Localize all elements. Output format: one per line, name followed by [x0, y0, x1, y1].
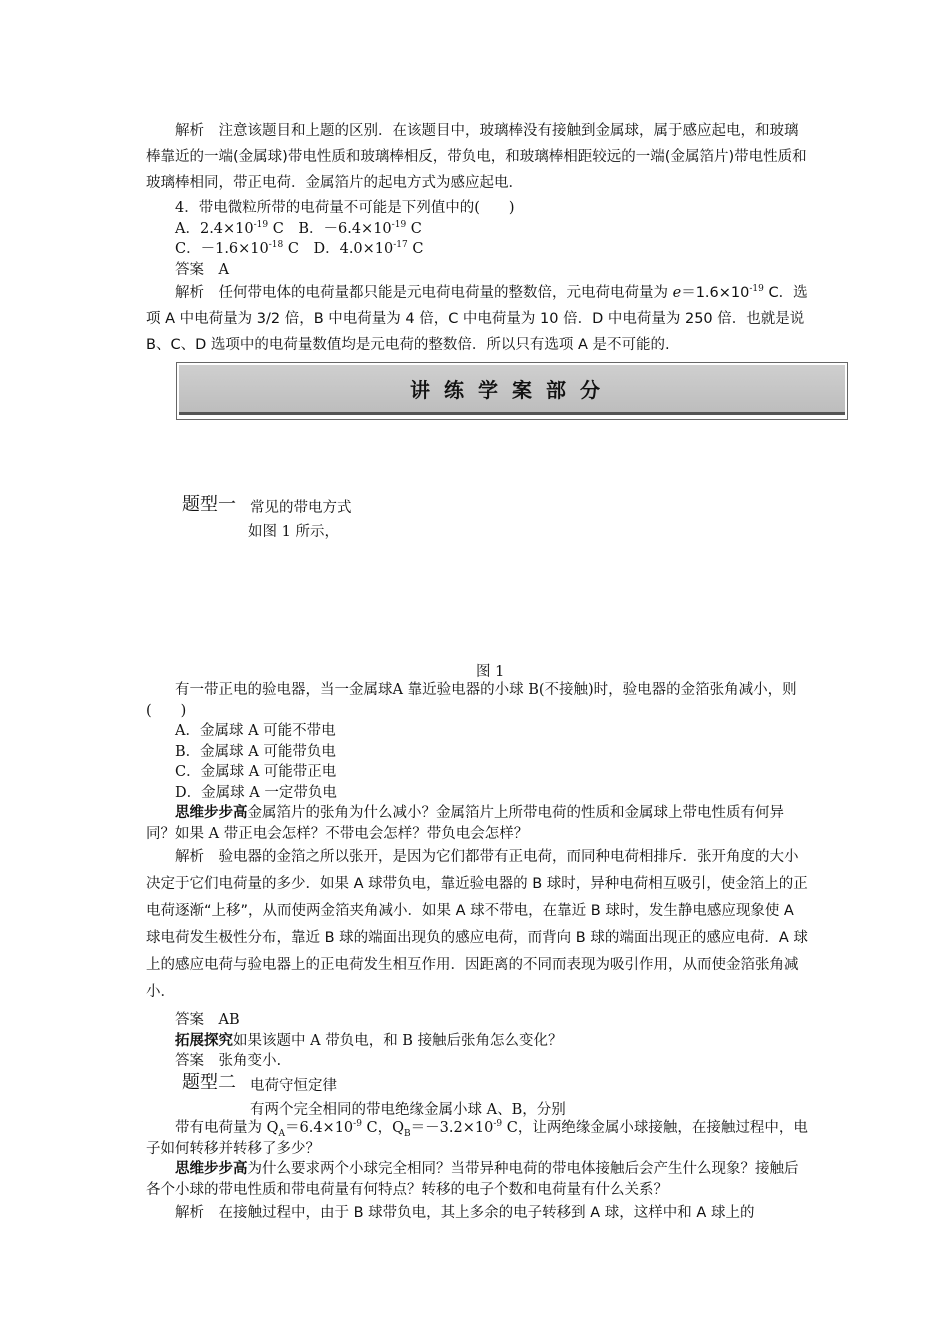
question-4-answer: 答案 A — [175, 261, 229, 278]
type-1-body — [146, 680, 808, 1072]
type-2-label: 题型二 — [182, 1072, 236, 1093]
analysis-paragraph-1: 解析 注意该题目和上题的区别．在该题目中，玻璃棒没有接触到金属球，属于感应起电，和玻璃棒靠近的一端(金属球)带电性质和玻璃棒相反，带负电，和玻璃棒相距较远的一端(金属箔片)带电性质和玻璃棒相同，带正电荷．金属箔片的起电方式为感应起电． — [146, 123, 807, 191]
type-1-analysis: 解析 验电器的金箔之所以张开，是因为它们都带有正电荷，而同种电荷相排斥．张开角度的大小决定于它们电荷量的多少．如果 A 球带负电，靠近验电器的 B 球时，异种电荷相互吸引，使金箔上的正电荷逐渐“上移”，从而使两金箔夹角减小．如果 A 球不带电，在靠近 B 球时，发生静电感应现象使 A 球电荷发生极性分布，靠近 B 球的端面出现负的感应电荷，而背向 B 球的端面出现正的感应电荷．A 球上的感应电荷与验电器上的正电荷发生相互作用．因距离的不同而表现为吸引作用，从而使金箔张角减小． — [146, 849, 808, 1000]
type-2-title: 电荷守恒定律 — [250, 1078, 337, 1094]
section-banner-title: 讲练学案部分 — [410, 378, 614, 402]
page-body — [146, 118, 808, 358]
type-2-think: 思维步步高为什么要求两个小球完全相同？当带异种电荷的带电体接触后会产生什么现象？接触后各个小球的带电性质和带电荷量有何特点？转移的电子个数和电荷量有什么关系？ — [146, 1160, 799, 1198]
question-4-stem: 4．带电微粒所带的电荷量不可能是下列值中的( ) — [175, 200, 515, 216]
type-1-option-b: B．金属球 A 可能带负电 — [175, 743, 336, 760]
type-2-stem: 带有电荷量为 $Q_A=6.4\times 10^{-9}$ C，$Q_B=-3.2\times 10^{-9}$ C，让两绝缘金属小球接触，在接触过程中，电子如何转移并转移了多少？ — [146, 1119, 808, 1157]
type-2-analysis: 解析 在接触过程中，由于 B 球带负电，其上多余的电子转移到 A 球，这样中和 A 球上的 — [175, 1205, 755, 1221]
question-4-options-ab: A．$2.4\times 10^{-19}$ C B．$-6.4\times 10^{-19}$ C — [175, 219, 422, 237]
type-1-intro: 如图 1 所示， — [248, 524, 339, 540]
type-1-option-c: C．金属球 A 可能带正电 — [175, 764, 337, 780]
type-2-body — [146, 1118, 808, 1226]
section-banner — [176, 362, 848, 420]
type-1-extend-answer: 答案 张角变小. — [175, 1053, 282, 1069]
type-1-answer: 答案 AB — [175, 1012, 240, 1028]
type-1-label: 题型一 — [182, 494, 236, 515]
type-1-title: 常见的带电方式 — [250, 500, 352, 516]
question-4-options-cd: C．$-1.6\times 10^{-18}$ C D．$4.0\times 10^{-17}$ C — [175, 240, 424, 257]
figure-1-caption: 图 1 — [476, 664, 505, 680]
type-1-extend: 拓展探究如果该题中 A 带负电，和 B 接触后张角怎么变化？ — [175, 1031, 563, 1049]
type-1-stem: 有一带正电的验电器，当一金属球A 靠近验电器的小球 B(不接触)时，验电器的金箔张角减小，则( ) — [146, 682, 797, 719]
type-2-intro: 有两个完全相同的带电绝缘金属小球 A、B，分别 — [250, 1102, 566, 1118]
type-1-option-a: A．金属球 A 可能不带电 — [175, 723, 336, 739]
type-1-option-d: D．金属球 A 一定带负电 — [175, 784, 337, 801]
question-4-analysis: 解析 任何带电体的电荷量都只能是元电荷电荷量的整数倍，元电荷电荷量为 $e=1.6\times 10^{-19}$ C．选项 A 中电荷量为 3/2 倍，B 中电荷量为 4 倍，C 中电荷量为 10 倍．D 中电荷量为 250 倍．也就是说 B、C、D 选项中的电荷量数值均是元电荷的整数倍．所以只有选项 A 是不可能的. — [146, 284, 808, 353]
type-1-think: 思维步步高金属箔片的张角为什么减小？金属箔片上所带电荷的性质和金属球上带电性质有何异同？如果 A 带正电会怎样？不带电会怎样？带负电会怎样？ — [146, 804, 784, 842]
